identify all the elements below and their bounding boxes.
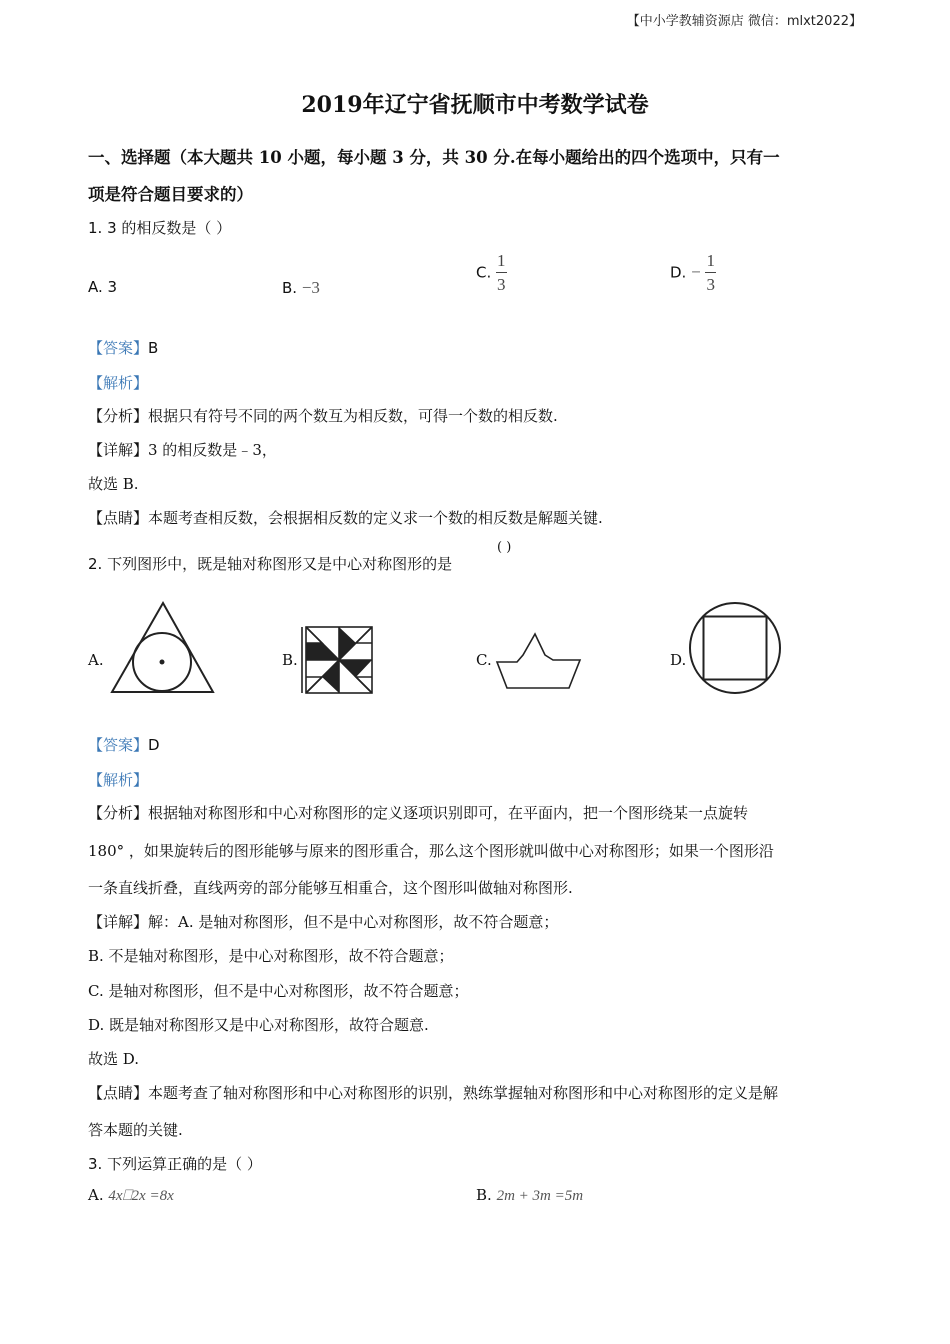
q2-analysis-line3: 一条直线折叠，直线两旁的部分能够互相重合，这个图形叫做轴对称图形. — [88, 879, 573, 897]
q2-comment-line1: 【点睛】本题考查了轴对称图形和中心对称图形的识别，熟练掌握轴对称图形和中心对称图形的定义是解 — [88, 1084, 779, 1102]
q1-detail: 【详解】3 的相反数是﹣3， — [88, 441, 277, 459]
q2-paren: ( ) — [497, 540, 512, 555]
q3-option-b: B. 2m + 3m =5m — [476, 1186, 584, 1204]
fraction-one-third: $\frac{1}{3}$ — [706, 251, 715, 294]
q1-answer: 【答案】B — [88, 339, 159, 357]
q2-comment-line2: 答本题的关键. — [88, 1121, 183, 1139]
q2-detail-d: D. 既是轴对称图形又是中心对称图形，故符合题意. — [88, 1016, 429, 1034]
q2-option-b-label: B. — [282, 651, 298, 669]
q2-detail-b: B. 不是轴对称图形，是中心对称图形，故不符合题意； — [88, 947, 454, 965]
q2-detail-c: C. 是轴对称图形，但不是中心对称图形，故不符合题意； — [88, 982, 469, 1000]
q1-option-c: C. $\frac{1}{3}$ — [476, 251, 506, 294]
q2-analysis-line2: 180° ，如果旋转后的图形能够与原来的图形重合，那么这个图形就叫做中心对称图形；如果一个图形沿 — [88, 842, 774, 860]
q1-option-b: B. −3 — [282, 278, 320, 297]
q2-analysis-line1: 【分析】根据轴对称图形和中心对称图形的定义逐项识别即可，在平面内，把一个图形绕某一点旋转 — [88, 804, 749, 822]
q2-analysis-tag: 【解析】 — [88, 771, 149, 789]
fraction-one-third: $\frac{1}{3}$ — [497, 251, 506, 294]
q2-answer: 【答案】D — [88, 736, 160, 754]
pinwheel-figure — [300, 625, 374, 695]
q2-detail-a: 【详解】解：A. 是轴对称图形，但不是中心对称图形，故不符合题意； — [88, 913, 559, 931]
q1-comment: 【点睛】本题考查相反数，会根据相反数的定义求一个数的相反数是解题关键. — [88, 509, 603, 527]
q1-choose: 故选 B. — [88, 475, 139, 493]
q2-option-a-label: A. — [88, 651, 104, 669]
q2-stem: 2. 下列图形中，既是轴对称图形又是中心对称图形的是 — [88, 555, 453, 573]
q1-analysis-tag: 【解析】 — [88, 374, 149, 392]
page-title: 2019年辽宁省抚顺市中考数学试卷 — [301, 92, 649, 118]
page-header-watermark: 【中小学教辅资源店 微信：mlxt2022】 — [626, 14, 862, 29]
q3-stem: 3. 下列运算正确的是（ ） — [88, 1155, 262, 1173]
q1-option-a: A. 3 — [88, 278, 118, 296]
triangle-with-incircle-figure — [110, 601, 216, 695]
q2-choose: 故选 D. — [88, 1050, 140, 1068]
circle-with-inscribed-square-figure — [688, 601, 782, 695]
q2-option-d-label: D. — [670, 651, 687, 669]
q1-analysis: 【分析】根据只有符号不同的两个数互为相反数，可得一个数的相反数. — [88, 407, 558, 425]
section-heading-line2: 项是符合题目要求的） — [88, 185, 253, 204]
q1-option-d: D. − $\frac{1}{3}$ — [670, 251, 715, 294]
paper-boat-figure — [495, 632, 583, 690]
q2-option-c-label: C. — [476, 651, 492, 669]
q3-option-a: A. 4x⎕2x =8x — [88, 1186, 174, 1204]
section-heading-line1: 一、选择题（本大题共 10 小题，每小题 3 分，共 30 分.在每小题给出的四个选项中，只有一 — [88, 148, 780, 167]
q1-stem: 1. 3 的相反数是（ ） — [88, 219, 232, 237]
